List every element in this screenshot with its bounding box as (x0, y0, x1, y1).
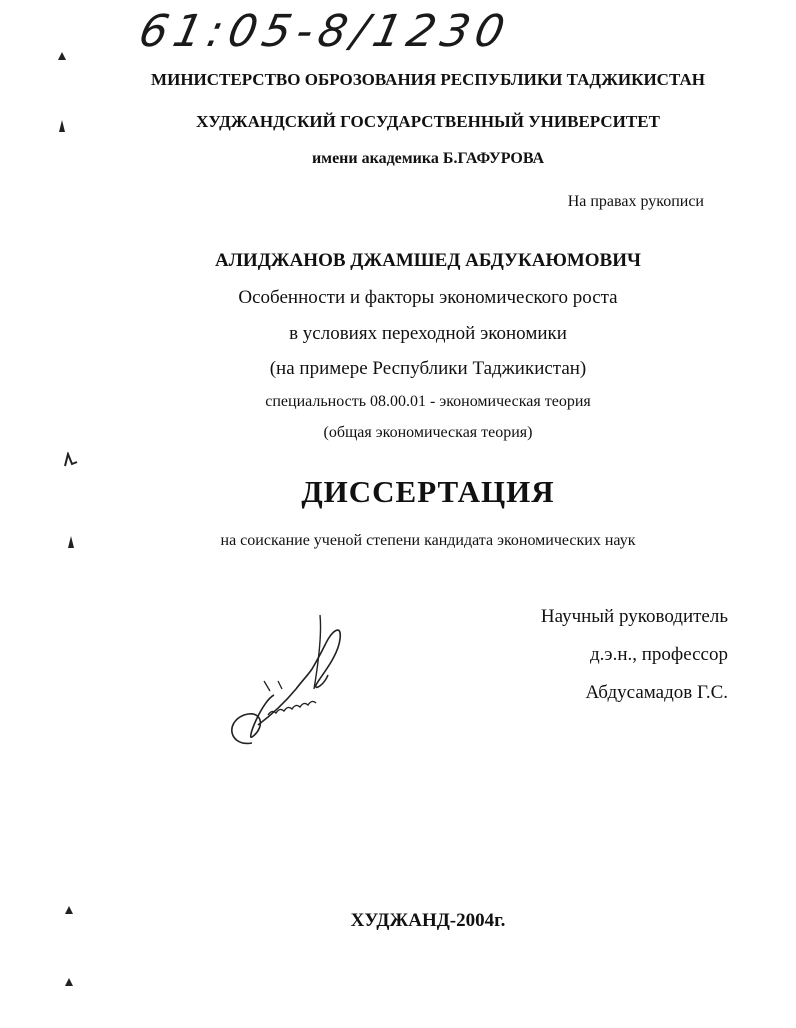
specialty-subline: (общая экономическая теория) (323, 424, 533, 441)
city-year-footer: ХУДЖАНД-2004г. (350, 910, 506, 931)
scan-speck-icon (55, 118, 69, 134)
university-heading: ХУДЖАНДСКИЙ ГОСУДАРСТВЕННЫЙ УНИВЕРСИТЕТ (196, 112, 660, 131)
named-after-heading: имени академика Б.ГАФУРОВА (311, 150, 545, 167)
manuscript-rights-note: На правах рукописи (567, 193, 704, 210)
scan-speck-icon (62, 452, 80, 468)
document-type-heading: ДИССЕРТАЦИЯ (301, 474, 555, 509)
scan-speck-icon (62, 976, 76, 990)
title-line-3: (на примере Республики Таджикистан) (269, 358, 587, 379)
advisor-block (468, 606, 728, 720)
scan-speck-icon (62, 904, 76, 918)
scan-speck-icon (64, 534, 78, 550)
archive-code: 61:05-8/1230 (134, 6, 515, 57)
advisor-name: Абдусамадов Г.С. (585, 682, 728, 703)
advisor-role: Научный руководитель (540, 606, 728, 627)
advisor-degree: д.э.н., профессор (590, 644, 728, 665)
specialty-line: специальность 08.00.01 - экономическая теория (265, 393, 591, 410)
title-line-2: в условиях переходной экономики (289, 323, 567, 344)
ministry-heading: МИНИСТЕРСТВО ОБРОЗОВАНИЯ РЕСПУБЛИКИ ТАДЖИКИСТАН (151, 70, 705, 89)
author-name: АЛИДЖАНОВ ДЖАМШЕД АБДУКАЮМОВИЧ (215, 250, 641, 271)
signature-icon (222, 605, 352, 755)
title-line-1: Особенности и факторы экономического роста (238, 287, 618, 308)
degree-line: на соискание ученой степени кандидата экономических наук (220, 532, 636, 549)
scan-speck-icon (55, 50, 69, 64)
